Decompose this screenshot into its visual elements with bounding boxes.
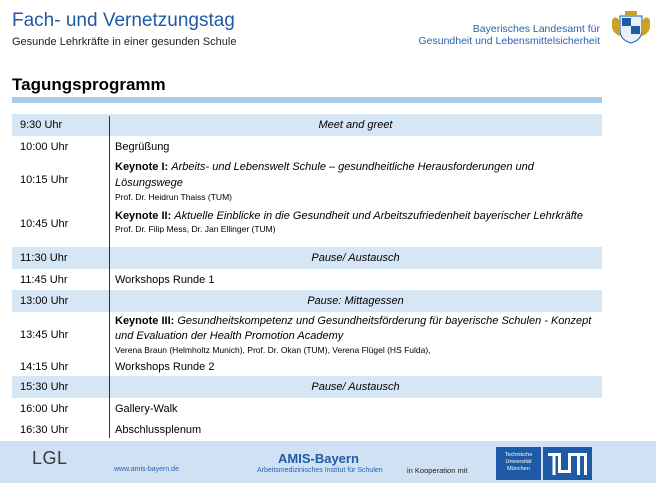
program-time: 10:45 Uhr <box>20 218 69 230</box>
program-table <box>12 114 602 440</box>
page-header-subtitle: Gesunde Lehrkräfte in einer gesunden Schule <box>12 36 237 48</box>
keynote-title: Arbeits- und Lebenswelt Schule – gesundheitliche Herausforderungen und Lösungswege <box>115 161 534 189</box>
program-item <box>115 159 598 203</box>
tum-logo-icon <box>543 447 592 480</box>
program-row <box>12 269 602 290</box>
program-item <box>115 209 598 235</box>
program-item: Abschlussplenum <box>115 424 202 436</box>
program-row <box>12 290 602 312</box>
program-time: 9:30 Uhr <box>20 119 63 131</box>
tum-wordmark-logo <box>496 447 541 480</box>
bavarian-crest-icon <box>608 10 654 44</box>
program-item: Begrüßung <box>115 141 170 153</box>
cooperation-text: in Kooperation mit <box>407 466 468 475</box>
tum-line-1: Technische <box>504 452 533 458</box>
column-divider <box>109 116 110 438</box>
program-time: 13:45 Uhr <box>20 329 69 341</box>
program-time: 10:00 Uhr <box>20 141 69 153</box>
keynote-label: Keynote III: <box>115 315 175 327</box>
tum-line-2: Universität <box>505 459 532 465</box>
keynote-title: Gesundheitskompetenz und Gesundheitsförderung für bayerische Schulen - Konzept und Evaluation der Health Promotion Academy <box>115 315 592 342</box>
title-divider <box>12 97 602 103</box>
amis-logo-subtitle: Arbeitsmedizinisches Institut für Schulen <box>257 467 383 474</box>
program-item: Pause/ Austausch <box>311 381 400 393</box>
program-row <box>12 157 602 207</box>
program-row <box>12 136 602 157</box>
footer-url-link[interactable]: www.amis-bayern.de <box>114 466 179 473</box>
program-row <box>12 312 602 358</box>
program-item: Pause/ Austausch <box>311 252 400 264</box>
program-row <box>12 358 602 376</box>
program-row <box>12 114 602 136</box>
program-time: 11:45 Uhr <box>20 274 68 286</box>
lgl-logo: LGL <box>32 448 68 468</box>
page-header-title: Fach- und Vernetzungstag <box>12 10 235 31</box>
keynote-label: Keynote II: <box>115 210 172 222</box>
program-item <box>115 314 598 356</box>
keynote-speakers: Verena Braun (Helmholtz Munich), Prof. Dr. Okan (TUM), Verena Flügel (HS Fulda), <box>115 345 431 355</box>
agency-name-line1: Bayerisches Landesamt für <box>472 23 600 35</box>
program-time: 14:15 Uhr <box>20 361 69 373</box>
program-item: Gallery-Walk <box>115 403 178 415</box>
agency-name-line2: Gesundheit und Lebensmittelsicherheit <box>418 35 600 47</box>
program-time: 11:30 Uhr <box>20 252 68 264</box>
tum-line-3: München <box>507 466 530 472</box>
keynote-title: Aktuelle Einblicke in die Gesundheit und Arbeitszufriedenheit bayerischer Lehrkräfte <box>174 210 583 222</box>
program-item: Workshops Runde 2 <box>115 361 215 373</box>
program-time: 16:30 Uhr <box>20 424 69 436</box>
program-row <box>12 247 602 269</box>
program-row <box>12 419 602 440</box>
program-time: 15:30 Uhr <box>20 381 69 393</box>
tum-logo <box>543 447 592 480</box>
keynote-speakers: Prof. Dr. Filip Mess, Dr. Jan Ellinger (TUM) <box>115 224 276 234</box>
program-row <box>12 376 602 398</box>
amis-logo-name: AMIS-Bayern <box>278 451 359 466</box>
keynote-speakers: Prof. Dr. Heidrun Thaiss (TUM) <box>115 192 232 202</box>
program-item: Pause: Mittagessen <box>307 295 404 307</box>
page-title: Tagungsprogramm <box>12 75 166 94</box>
program-row <box>12 207 602 247</box>
program-item: Meet and greet <box>318 119 393 131</box>
program-time: 16:00 Uhr <box>20 403 69 415</box>
program-time: 10:15 Uhr <box>20 174 69 186</box>
keynote-label: Keynote I: <box>115 161 169 173</box>
agency-name <box>418 23 600 47</box>
program-item: Workshops Runde 1 <box>115 274 215 286</box>
program-time: 13:00 Uhr <box>20 295 69 307</box>
program-row <box>12 398 602 419</box>
